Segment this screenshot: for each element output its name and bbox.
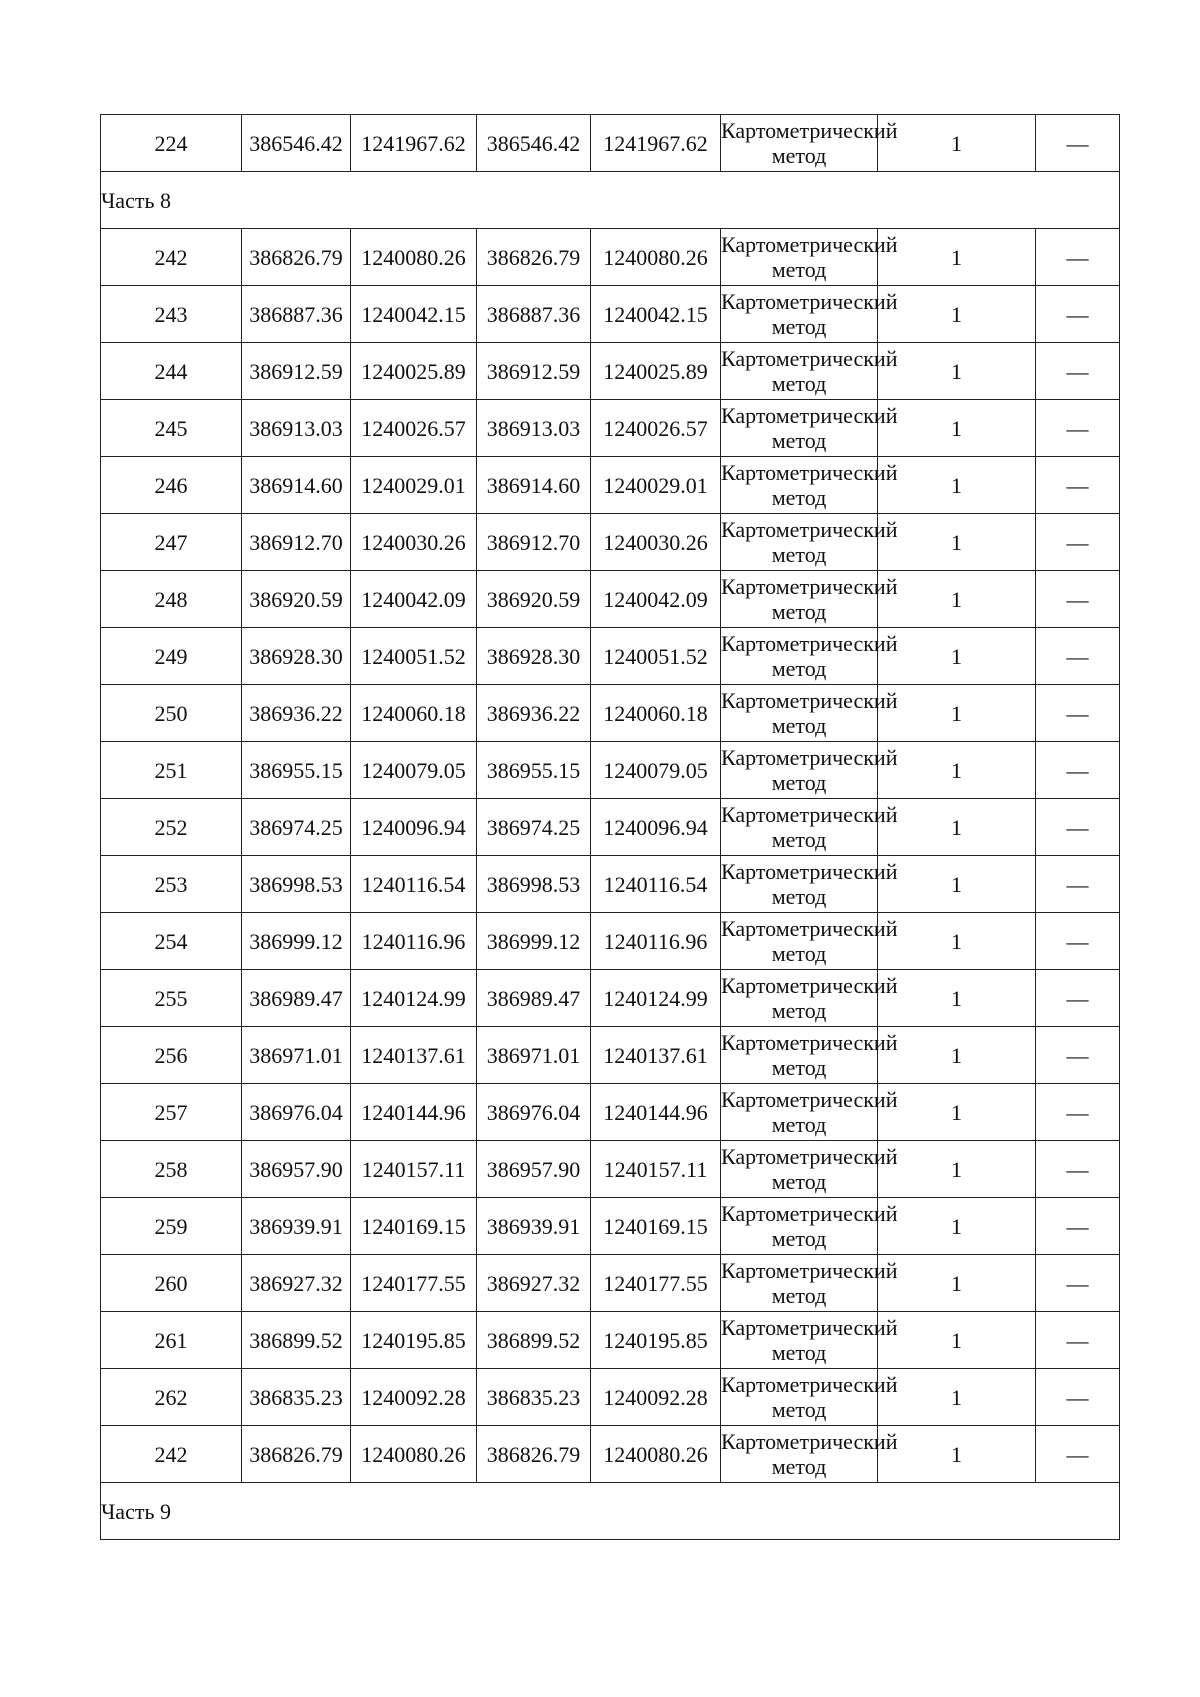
x-coordinate-cell: 386936.22	[242, 685, 351, 742]
accuracy-cell: 1	[878, 1084, 1036, 1141]
section-row	[101, 172, 1120, 229]
accuracy-cell: 1	[878, 1141, 1036, 1198]
y-coordinate-cell: 1240124.99	[351, 970, 477, 1027]
x-coordinate-repeat-cell: 386939.91	[477, 1198, 591, 1255]
x-coordinate-repeat-cell: 386914.60	[477, 457, 591, 514]
accuracy-cell: 1	[878, 799, 1036, 856]
y-coordinate-cell: 1240092.28	[351, 1369, 477, 1426]
accuracy-cell: 1	[878, 1369, 1036, 1426]
x-coordinate-repeat-cell: 386546.42	[477, 115, 591, 172]
method-cell: Картометрический метод	[721, 400, 878, 457]
x-coordinate-repeat-cell: 386928.30	[477, 628, 591, 685]
accuracy-cell: 1	[878, 286, 1036, 343]
accuracy-cell: 1	[878, 970, 1036, 1027]
y-coordinate-cell: 1240080.26	[351, 229, 477, 286]
point-number-cell: 258	[101, 1141, 242, 1198]
x-coordinate-cell: 386835.23	[242, 1369, 351, 1426]
y-coordinate-cell: 1240029.01	[351, 457, 477, 514]
x-coordinate-repeat-cell: 386936.22	[477, 685, 591, 742]
note-cell: —	[1036, 457, 1120, 514]
x-coordinate-cell: 386913.03	[242, 400, 351, 457]
x-coordinate-cell: 386999.12	[242, 913, 351, 970]
y-coordinate-repeat-cell: 1240042.09	[591, 571, 721, 628]
x-coordinate-repeat-cell: 386957.90	[477, 1141, 591, 1198]
accuracy-cell: 1	[878, 457, 1036, 514]
y-coordinate-repeat-cell: 1240116.96	[591, 913, 721, 970]
y-coordinate-cell: 1240169.15	[351, 1198, 477, 1255]
note-cell: —	[1036, 970, 1120, 1027]
y-coordinate-cell: 1240137.61	[351, 1027, 477, 1084]
x-coordinate-repeat-cell: 386912.70	[477, 514, 591, 571]
accuracy-cell: 1	[878, 742, 1036, 799]
x-coordinate-cell: 386912.70	[242, 514, 351, 571]
y-coordinate-cell: 1240096.94	[351, 799, 477, 856]
x-coordinate-cell: 386826.79	[242, 229, 351, 286]
y-coordinate-repeat-cell: 1240030.26	[591, 514, 721, 571]
point-number-cell: 252	[101, 799, 242, 856]
note-cell: —	[1036, 1312, 1120, 1369]
accuracy-cell: 1	[878, 856, 1036, 913]
y-coordinate-repeat-cell: 1240092.28	[591, 1369, 721, 1426]
coordinates-table-body	[101, 115, 1120, 1540]
y-coordinate-cell: 1240025.89	[351, 343, 477, 400]
y-coordinate-repeat-cell: 1240144.96	[591, 1084, 721, 1141]
point-number-cell: 255	[101, 970, 242, 1027]
y-coordinate-cell: 1240144.96	[351, 1084, 477, 1141]
method-cell: Картометрический метод	[721, 1255, 878, 1312]
note-cell: —	[1036, 286, 1120, 343]
point-number-cell: 243	[101, 286, 242, 343]
x-coordinate-cell: 386976.04	[242, 1084, 351, 1141]
note-cell: —	[1036, 799, 1120, 856]
x-coordinate-cell: 386998.53	[242, 856, 351, 913]
note-cell: —	[1036, 685, 1120, 742]
table-row	[101, 1084, 1120, 1141]
note-cell: —	[1036, 571, 1120, 628]
accuracy-cell: 1	[878, 1312, 1036, 1369]
table-row	[101, 742, 1120, 799]
x-coordinate-cell: 386989.47	[242, 970, 351, 1027]
y-coordinate-repeat-cell: 1240080.26	[591, 229, 721, 286]
point-number-cell: 251	[101, 742, 242, 799]
section-row	[101, 1483, 1120, 1540]
table-row	[101, 1369, 1120, 1426]
accuracy-cell: 1	[878, 685, 1036, 742]
x-coordinate-repeat-cell: 386920.59	[477, 571, 591, 628]
table-row	[101, 571, 1120, 628]
method-cell: Картометрический метод	[721, 514, 878, 571]
y-coordinate-cell: 1240080.26	[351, 1426, 477, 1483]
method-cell: Картометрический метод	[721, 1084, 878, 1141]
method-cell: Картометрический метод	[721, 115, 878, 172]
note-cell: —	[1036, 343, 1120, 400]
y-coordinate-repeat-cell: 1240195.85	[591, 1312, 721, 1369]
y-coordinate-cell: 1240042.15	[351, 286, 477, 343]
x-coordinate-repeat-cell: 386976.04	[477, 1084, 591, 1141]
x-coordinate-repeat-cell: 386927.32	[477, 1255, 591, 1312]
accuracy-cell: 1	[878, 1027, 1036, 1084]
y-coordinate-repeat-cell: 1240079.05	[591, 742, 721, 799]
note-cell: —	[1036, 1084, 1120, 1141]
table-row	[101, 1027, 1120, 1084]
method-cell: Картометрический метод	[721, 1312, 878, 1369]
note-cell: —	[1036, 1027, 1120, 1084]
point-number-cell: 224	[101, 115, 242, 172]
method-cell: Картометрический метод	[721, 229, 878, 286]
y-coordinate-cell: 1241967.62	[351, 115, 477, 172]
method-cell: Картометрический метод	[721, 685, 878, 742]
table-row	[101, 856, 1120, 913]
y-coordinate-cell: 1240030.26	[351, 514, 477, 571]
method-cell: Картометрический метод	[721, 1141, 878, 1198]
table-row	[101, 1141, 1120, 1198]
x-coordinate-repeat-cell: 386989.47	[477, 970, 591, 1027]
accuracy-cell: 1	[878, 571, 1036, 628]
y-coordinate-repeat-cell: 1240051.52	[591, 628, 721, 685]
x-coordinate-repeat-cell: 386912.59	[477, 343, 591, 400]
accuracy-cell: 1	[878, 913, 1036, 970]
method-cell: Картометрический метод	[721, 913, 878, 970]
accuracy-cell: 1	[878, 229, 1036, 286]
y-coordinate-cell: 1240157.11	[351, 1141, 477, 1198]
accuracy-cell: 1	[878, 1426, 1036, 1483]
table-row	[101, 514, 1120, 571]
y-coordinate-repeat-cell: 1240177.55	[591, 1255, 721, 1312]
table-row	[101, 286, 1120, 343]
x-coordinate-cell: 386546.42	[242, 115, 351, 172]
y-coordinate-repeat-cell: 1240025.89	[591, 343, 721, 400]
table-row	[101, 913, 1120, 970]
x-coordinate-cell: 386912.59	[242, 343, 351, 400]
method-cell: Картометрический метод	[721, 970, 878, 1027]
point-number-cell: 250	[101, 685, 242, 742]
table-row	[101, 1198, 1120, 1255]
point-number-cell: 242	[101, 229, 242, 286]
note-cell: —	[1036, 1141, 1120, 1198]
method-cell: Картометрический метод	[721, 742, 878, 799]
point-number-cell: 261	[101, 1312, 242, 1369]
y-coordinate-repeat-cell: 1240060.18	[591, 685, 721, 742]
x-coordinate-repeat-cell: 386826.79	[477, 1426, 591, 1483]
x-coordinate-repeat-cell: 386955.15	[477, 742, 591, 799]
point-number-cell: 259	[101, 1198, 242, 1255]
table-row	[101, 457, 1120, 514]
y-coordinate-cell: 1240116.54	[351, 856, 477, 913]
method-cell: Картометрический метод	[721, 628, 878, 685]
x-coordinate-repeat-cell: 386999.12	[477, 913, 591, 970]
y-coordinate-repeat-cell: 1240042.15	[591, 286, 721, 343]
note-cell: —	[1036, 913, 1120, 970]
y-coordinate-repeat-cell: 1240124.99	[591, 970, 721, 1027]
y-coordinate-repeat-cell: 1240169.15	[591, 1198, 721, 1255]
x-coordinate-cell: 386939.91	[242, 1198, 351, 1255]
table-row	[101, 400, 1120, 457]
x-coordinate-cell: 386957.90	[242, 1141, 351, 1198]
y-coordinate-repeat-cell: 1240137.61	[591, 1027, 721, 1084]
point-number-cell: 262	[101, 1369, 242, 1426]
y-coordinate-repeat-cell: 1240080.26	[591, 1426, 721, 1483]
table-row	[101, 1426, 1120, 1483]
y-coordinate-cell: 1240042.09	[351, 571, 477, 628]
note-cell: —	[1036, 514, 1120, 571]
note-cell: —	[1036, 229, 1120, 286]
y-coordinate-cell: 1240177.55	[351, 1255, 477, 1312]
x-coordinate-cell: 386826.79	[242, 1426, 351, 1483]
method-cell: Картометрический метод	[721, 799, 878, 856]
x-coordinate-repeat-cell: 386899.52	[477, 1312, 591, 1369]
method-cell: Картометрический метод	[721, 1369, 878, 1426]
note-cell: —	[1036, 742, 1120, 799]
y-coordinate-repeat-cell: 1240029.01	[591, 457, 721, 514]
point-number-cell: 249	[101, 628, 242, 685]
accuracy-cell: 1	[878, 400, 1036, 457]
method-cell: Картометрический метод	[721, 286, 878, 343]
note-cell: —	[1036, 856, 1120, 913]
table-row	[101, 1255, 1120, 1312]
table-row	[101, 229, 1120, 286]
x-coordinate-cell: 386920.59	[242, 571, 351, 628]
table-row	[101, 1312, 1120, 1369]
y-coordinate-cell: 1240079.05	[351, 742, 477, 799]
table-row	[101, 628, 1120, 685]
x-coordinate-repeat-cell: 386826.79	[477, 229, 591, 286]
point-number-cell: 248	[101, 571, 242, 628]
point-number-cell: 257	[101, 1084, 242, 1141]
point-number-cell: 256	[101, 1027, 242, 1084]
method-cell: Картометрический метод	[721, 343, 878, 400]
method-cell: Картометрический метод	[721, 1027, 878, 1084]
y-coordinate-cell: 1240026.57	[351, 400, 477, 457]
accuracy-cell: 1	[878, 514, 1036, 571]
note-cell: —	[1036, 1369, 1120, 1426]
point-number-cell: 254	[101, 913, 242, 970]
x-coordinate-repeat-cell: 386887.36	[477, 286, 591, 343]
x-coordinate-repeat-cell: 386998.53	[477, 856, 591, 913]
method-cell: Картометрический метод	[721, 1426, 878, 1483]
method-cell: Картометрический метод	[721, 1198, 878, 1255]
x-coordinate-repeat-cell: 386835.23	[477, 1369, 591, 1426]
note-cell: —	[1036, 628, 1120, 685]
accuracy-cell: 1	[878, 115, 1036, 172]
y-coordinate-repeat-cell: 1240026.57	[591, 400, 721, 457]
coordinates-table	[100, 114, 1120, 1540]
table-row	[101, 799, 1120, 856]
y-coordinate-cell: 1240116.96	[351, 913, 477, 970]
point-number-cell: 245	[101, 400, 242, 457]
y-coordinate-repeat-cell: 1240096.94	[591, 799, 721, 856]
y-coordinate-repeat-cell: 1240157.11	[591, 1141, 721, 1198]
note-cell: —	[1036, 1198, 1120, 1255]
y-coordinate-cell: 1240060.18	[351, 685, 477, 742]
point-number-cell: 242	[101, 1426, 242, 1483]
y-coordinate-repeat-cell: 1241967.62	[591, 115, 721, 172]
note-cell: —	[1036, 1255, 1120, 1312]
x-coordinate-cell: 386927.32	[242, 1255, 351, 1312]
x-coordinate-cell: 386899.52	[242, 1312, 351, 1369]
x-coordinate-cell: 386971.01	[242, 1027, 351, 1084]
section-label: Часть 8	[101, 172, 1120, 229]
accuracy-cell: 1	[878, 1198, 1036, 1255]
note-cell: —	[1036, 115, 1120, 172]
x-coordinate-cell: 386974.25	[242, 799, 351, 856]
section-label: Часть 9	[101, 1483, 1120, 1540]
x-coordinate-cell: 386955.15	[242, 742, 351, 799]
point-number-cell: 247	[101, 514, 242, 571]
point-number-cell: 260	[101, 1255, 242, 1312]
method-cell: Картометрический метод	[721, 856, 878, 913]
y-coordinate-cell: 1240051.52	[351, 628, 477, 685]
point-number-cell: 253	[101, 856, 242, 913]
method-cell: Картометрический метод	[721, 457, 878, 514]
note-cell: —	[1036, 1426, 1120, 1483]
accuracy-cell: 1	[878, 343, 1036, 400]
x-coordinate-cell: 386887.36	[242, 286, 351, 343]
x-coordinate-cell: 386914.60	[242, 457, 351, 514]
accuracy-cell: 1	[878, 628, 1036, 685]
method-cell: Картометрический метод	[721, 571, 878, 628]
table-row	[101, 343, 1120, 400]
note-cell: —	[1036, 400, 1120, 457]
y-coordinate-repeat-cell: 1240116.54	[591, 856, 721, 913]
x-coordinate-repeat-cell: 386971.01	[477, 1027, 591, 1084]
table-row	[101, 970, 1120, 1027]
table-row	[101, 685, 1120, 742]
point-number-cell: 244	[101, 343, 242, 400]
point-number-cell: 246	[101, 457, 242, 514]
x-coordinate-repeat-cell: 386913.03	[477, 400, 591, 457]
x-coordinate-cell: 386928.30	[242, 628, 351, 685]
x-coordinate-repeat-cell: 386974.25	[477, 799, 591, 856]
table-row	[101, 115, 1120, 172]
accuracy-cell: 1	[878, 1255, 1036, 1312]
y-coordinate-cell: 1240195.85	[351, 1312, 477, 1369]
